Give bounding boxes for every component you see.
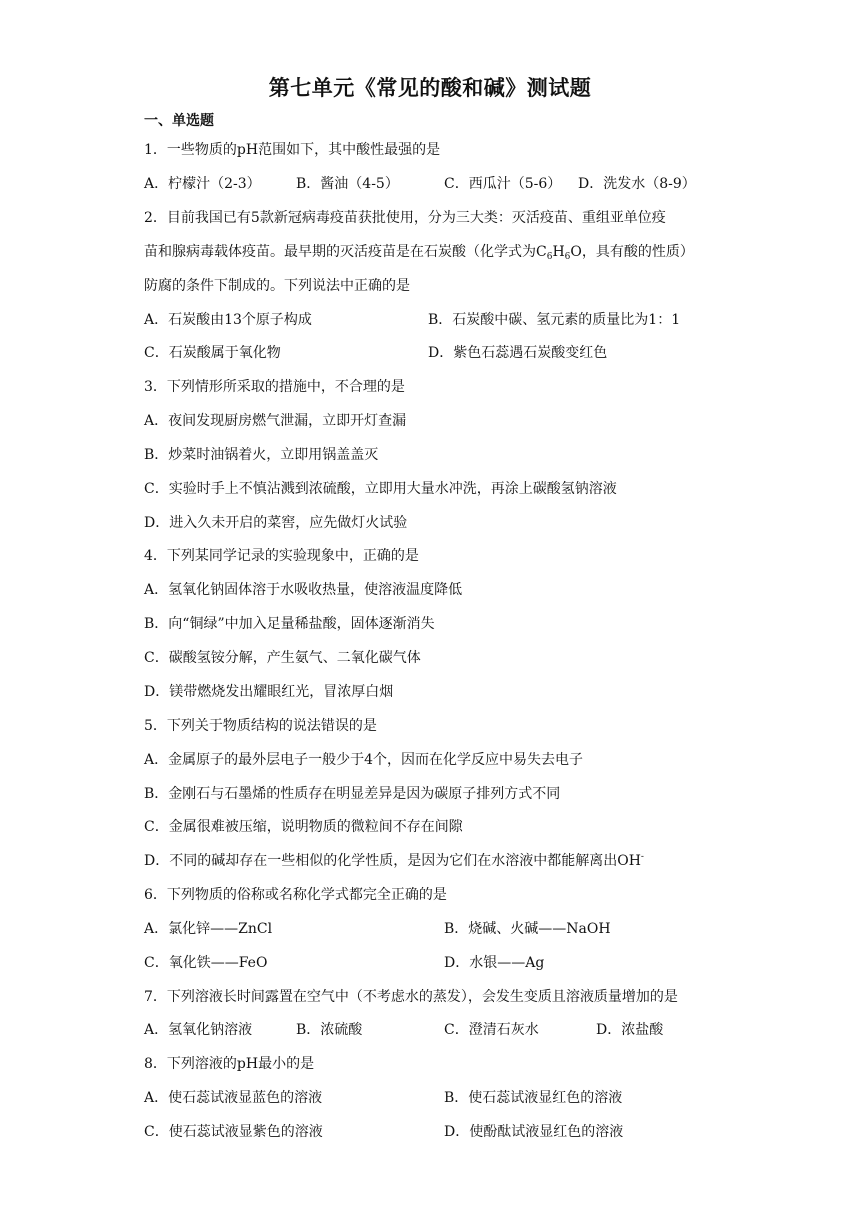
question-5-option-b: B．金刚石与石墨烯的性质存在明显差异是因为碳原子排列方式不同 [144, 786, 561, 802]
question-3-option-d: D．进入久未开启的菜窖，应先做灯火试验 [144, 515, 408, 531]
question-5-option-d: D．不同的碱却存在一些相似的化学性质，是因为它们在水溶液中都能解离出OH- [144, 852, 644, 869]
question-2-option-d: D．紫色石蕊遇石炭酸变红色 [428, 345, 608, 361]
page-title: 第七单元《常见的酸和碱》测试题 [268, 76, 592, 100]
question-8-option-d: D．使酚酞试液显红色的溶液 [444, 1124, 624, 1140]
question-2-stem-line-2: 苗和腺病毒载体疫苗。最早期的灭活疫苗是在石炭酸（化学式为$C_6H_6O$，具有酸的性质） [144, 244, 694, 262]
question-7-option-b: B．浓硫酸 [296, 1022, 363, 1038]
question-8-stem: 8．下列溶液的pH最小的是 [144, 1056, 315, 1072]
question-5-stem: 5．下列关于物质结构的说法错误的是 [144, 718, 377, 734]
question-3-stem: 3．下列情形所采取的措施中，不合理的是 [144, 379, 405, 395]
section-heading: 一、单选题 [144, 113, 214, 129]
question-2-option-a: A．石炭酸由13个原子构成 [144, 312, 312, 328]
question-3-option-a: A．夜间发现厨房燃气泄漏，立即开灯查漏 [144, 413, 407, 429]
question-1-option-c: C．西瓜汁（5-6） [444, 176, 562, 192]
question-8-option-a: A．使石蕊试液显蓝色的溶液 [144, 1090, 323, 1106]
question-4-stem: 4．下列某同学记录的实验现象中，正确的是 [144, 548, 419, 564]
question-3-option-b: B．炒菜时油锅着火，立即用锅盖盖灭 [144, 447, 379, 463]
question-4-option-a: A．氢氧化钠固体溶于水吸收热量，使溶液温度降低 [144, 582, 463, 598]
question-4-option-c: C．碳酸氢铵分解，产生氨气、二氧化碳气体 [144, 650, 421, 666]
question-7-option-c: C．澄清石灰水 [444, 1022, 539, 1038]
question-8-option-c: C．使石蕊试液显紫色的溶液 [144, 1124, 323, 1140]
question-6-stem: 6．下列物质的俗称或名称化学式都完全正确的是 [144, 887, 447, 903]
question-2-stem-line-1: 2．目前我国已有5款新冠病毒疫苗获批使用，分为三大类：灭活疫苗、重组亚单位疫 [144, 210, 666, 226]
question-1-option-d: D．洗发水（8-9） [578, 176, 696, 192]
question-5-option-c: C．金属很难被压缩，说明物质的微粒间不存在间隙 [144, 819, 463, 835]
question-6-option-c: C．氧化铁——FeO [144, 955, 268, 971]
question-1-option-b: B．酱油（4-5） [296, 176, 399, 192]
question-4-option-b: B．向“铜绿”中加入足量稀盐酸，固体逐渐消失 [144, 616, 435, 632]
question-3-option-c: C．实验时手上不慎沾溅到浓硫酸，立即用大量水冲洗，再涂上碳酸氢钠溶液 [144, 481, 617, 497]
question-7-stem: 7．下列溶液长时间露置在空气中（不考虑水的蒸发），会发生变质且溶液质量增加的是 [144, 989, 678, 1005]
question-4-option-d: D．镁带燃烧发出耀眼红光，冒浓厚白烟 [144, 684, 394, 700]
question-7-option-d: D．浓盐酸 [596, 1022, 664, 1038]
question-2-option-c: C．石炭酸属于氧化物 [144, 345, 281, 361]
question-2-stem-line-3: 防腐的条件下制成的。下列说法中正确的是 [144, 278, 410, 294]
question-5-option-a: A．金属原子的最外层电子一般少于4个，因而在化学反应中易失去电子 [144, 752, 584, 768]
question-2-option-b: B．石炭酸中碳、氢元素的质量比为1：1 [428, 312, 681, 328]
question-1-option-a: A．柠檬汁（2-3） [144, 176, 261, 192]
question-6-option-d: D．水银——Ag [444, 955, 545, 971]
question-7-option-a: A．氢氧化钠溶液 [144, 1022, 253, 1038]
question-1-stem: 1．一些物质的pH范围如下，其中酸性最强的是 [144, 142, 441, 158]
question-6-option-b: B．烧碱、火碱——NaOH [444, 921, 611, 937]
question-6-option-a: A．氯化锌——ZnCl [144, 921, 273, 937]
question-8-option-b: B．使石蕊试液显红色的溶液 [444, 1090, 623, 1106]
